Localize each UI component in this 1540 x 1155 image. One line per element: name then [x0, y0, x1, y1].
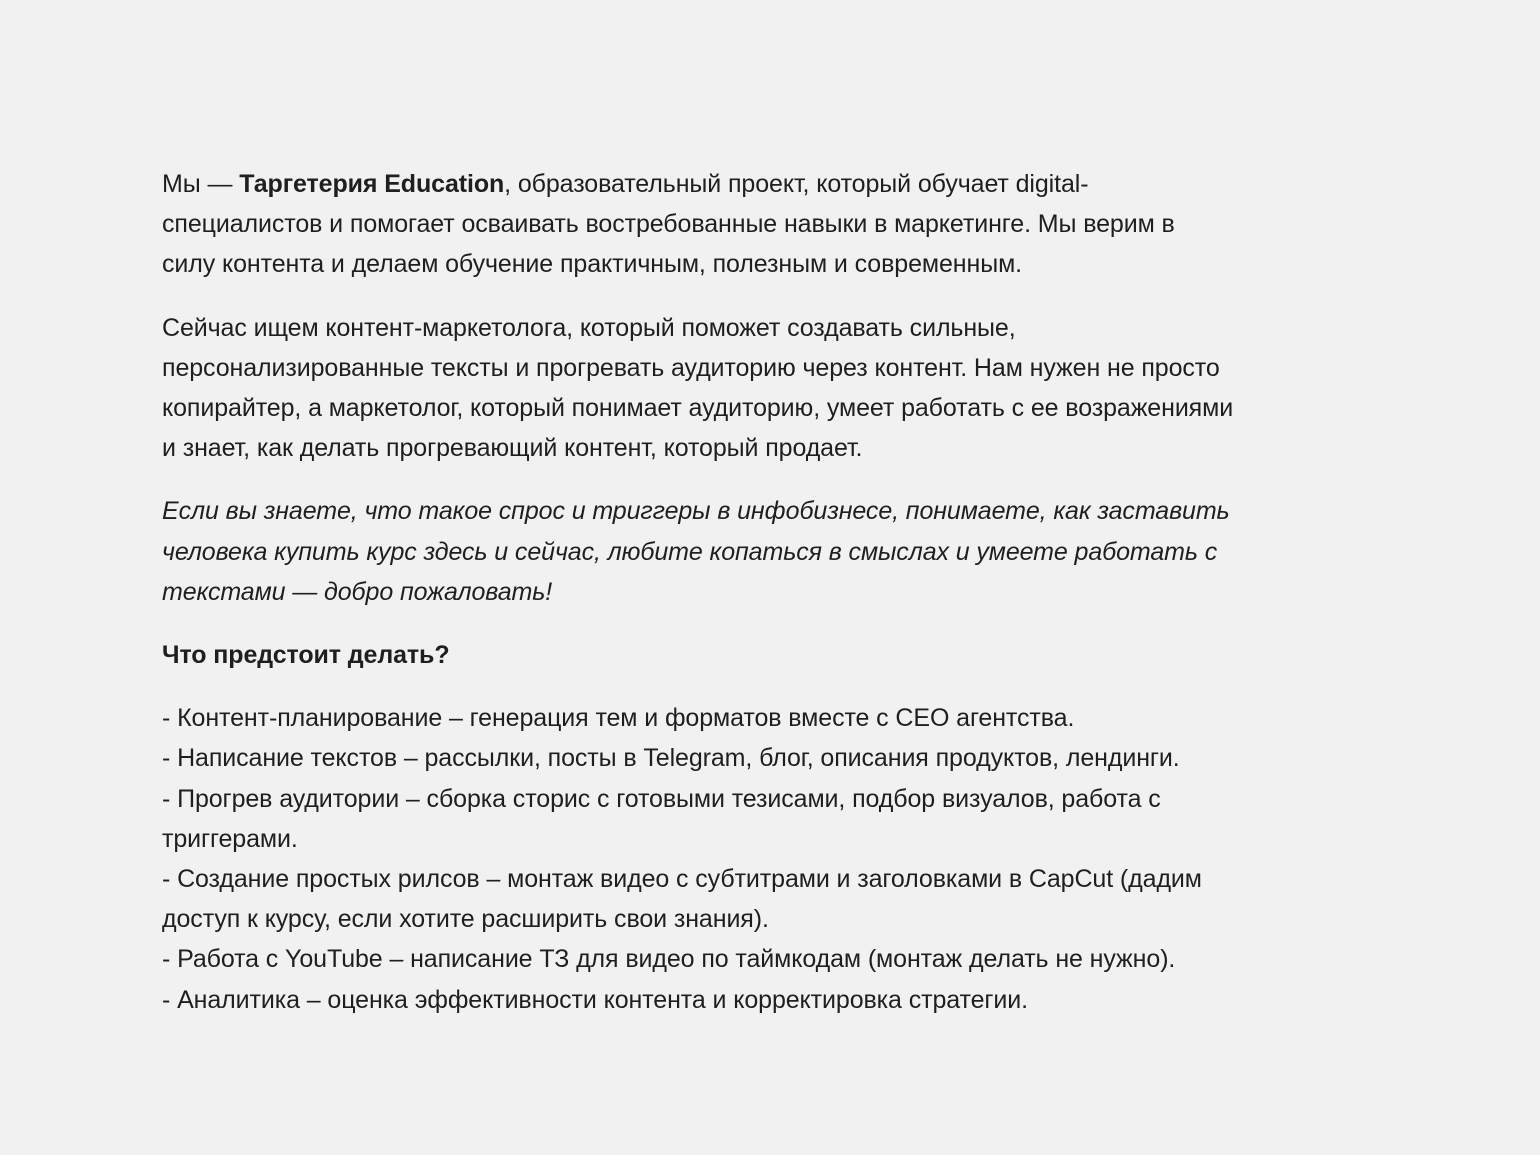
- intro-line-1: [162, 164, 1402, 204]
- task-line: доступ к курсу, если хотите расширить свои знания).: [162, 905, 769, 934]
- seeking-paragraph: [162, 308, 1402, 469]
- tasks-heading: Что предстоит делать?: [162, 641, 450, 670]
- seeking-line: Сейчас ищем контент-маркетолога, который поможет создавать сильные,: [162, 313, 1016, 342]
- task-line: - Создание простых рилсов – монтаж видео с субтитрами и заголовками в CapCut (дадим: [162, 865, 1202, 894]
- task-line: - Написание текстов – рассылки, посты в Telegram, блог, описания продуктов, лендинги.: [162, 744, 1180, 773]
- welcome-line: текстами — добро пожаловать!: [162, 577, 553, 606]
- task-line: - Контент-планирование – генерация тем и форматов вместе с CEO агентства.: [162, 704, 1075, 733]
- intro-prefix: Мы —: [162, 170, 240, 198]
- seeking-line: и знает, как делать прогревающий контент, который продает.: [162, 434, 863, 463]
- brand-name: Таргетерия Education: [239, 170, 505, 198]
- seeking-line: копирайтер, а маркетолог, который понимает аудиторию, умеет работать с ее возражениями: [162, 394, 1234, 423]
- intro-line-2: специалистов и помогает осваивать востребованные навыки в маркетинге. Мы верим в: [162, 210, 1175, 239]
- vacancy-text: [162, 164, 1402, 1020]
- intro-line-3: силу контента и делаем обучение практичным, полезным и современным.: [162, 250, 1022, 279]
- intro-paragraph: [162, 164, 1402, 285]
- seeking-line: персонализированные тексты и прогревать аудиторию через контент. Нам нужен не просто: [162, 353, 1220, 382]
- task-line: - Работа с YouTube – написание ТЗ для видео по таймкодам (монтаж делать не нужно).: [162, 945, 1176, 974]
- intro-line-1-rest: , образовательный проект, который обучает digital-: [504, 170, 1089, 198]
- task-line: триггерами.: [162, 824, 298, 853]
- welcome-paragraph: [162, 491, 1402, 612]
- tasks-list: [162, 698, 1402, 1020]
- task-line: - Аналитика – оценка эффективности контента и корректировка стратегии.: [162, 985, 1028, 1014]
- welcome-line: человека купить курс здесь и сейчас, любите копаться в смыслах и умеете работать с: [162, 537, 1218, 566]
- task-line: - Прогрев аудитории – сборка сторис с готовыми тезисами, подбор визуалов, работа с: [162, 784, 1161, 813]
- welcome-line: Если вы знаете, что такое спрос и триггеры в инфобизнесе, понимаете, как заставить: [162, 497, 1230, 526]
